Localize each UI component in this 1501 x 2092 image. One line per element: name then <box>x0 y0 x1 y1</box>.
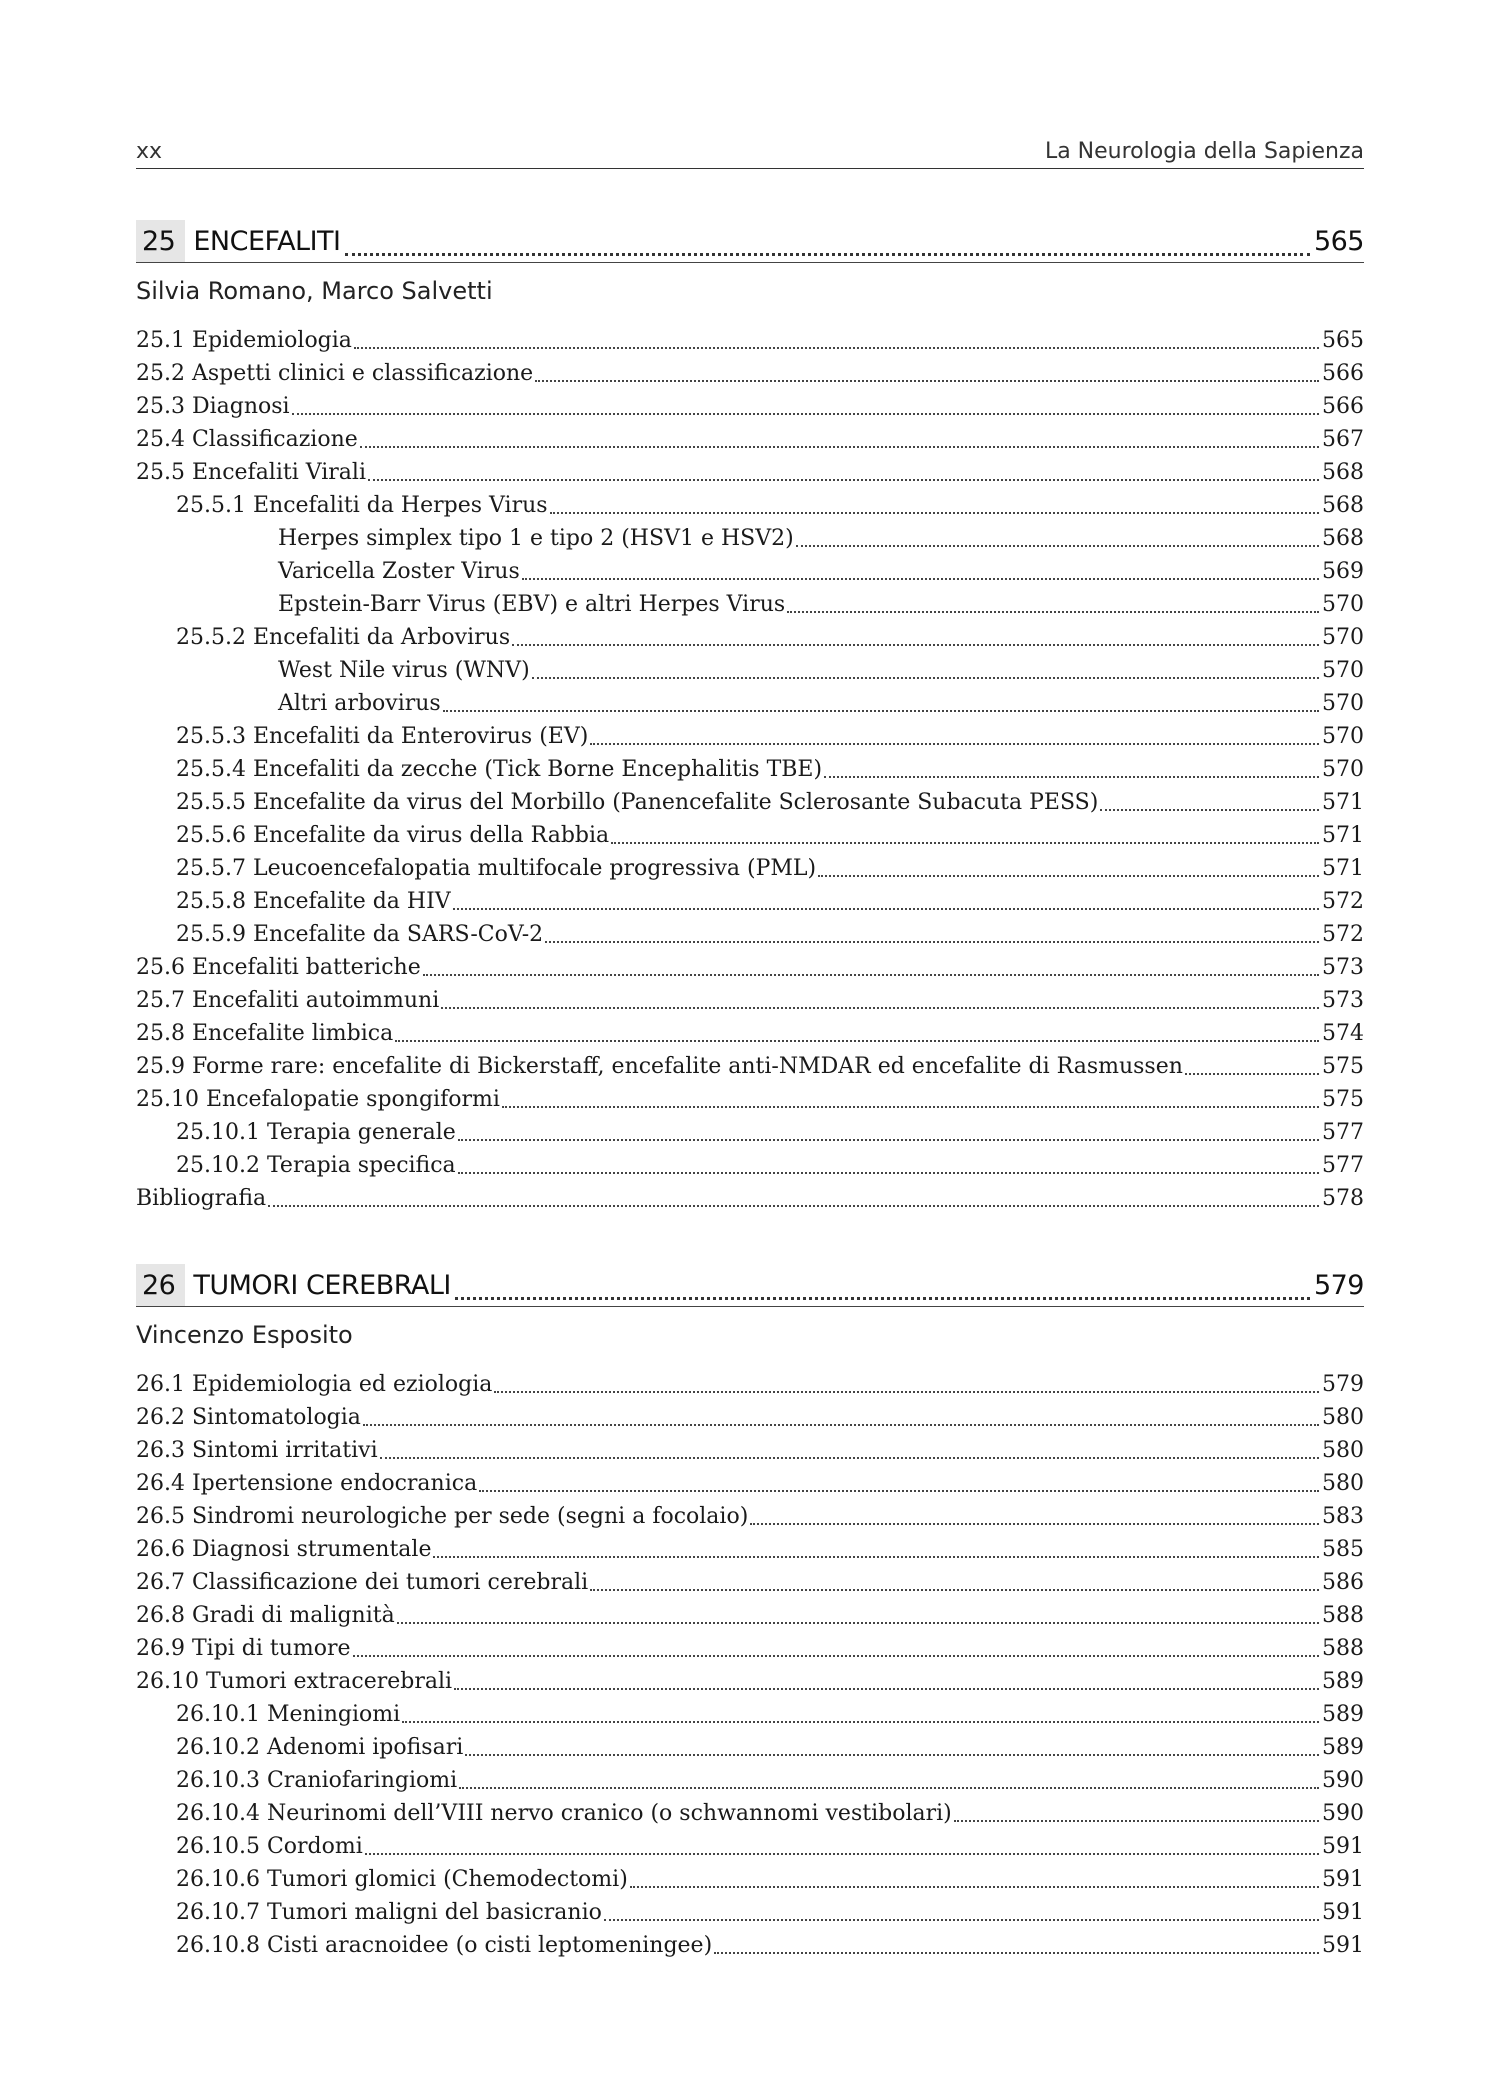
toc-entry-title: Bibliografia <box>136 1186 267 1211</box>
toc-entry[interactable] <box>136 488 1364 521</box>
toc-entry-title: 25.3 Diagnosi <box>136 394 290 419</box>
toc-entry-title: 26.6 Diagnosi strumentale <box>136 1537 432 1562</box>
dot-leader <box>502 1084 1319 1108</box>
toc-entry-title: 25.6 Encefaliti batteriche <box>136 955 421 980</box>
toc-entry-title: 25.5 Encefaliti Virali <box>136 460 366 485</box>
toc-entry[interactable] <box>136 1829 1364 1862</box>
toc-entry-page-number: 588 <box>1322 1636 1364 1661</box>
toc-entry-page-number: 589 <box>1322 1669 1364 1694</box>
dot-leader <box>550 490 1319 514</box>
dot-leader <box>796 523 1319 547</box>
toc-entry[interactable] <box>136 356 1364 389</box>
dot-leader <box>1185 1051 1319 1075</box>
dot-leader <box>354 325 1319 349</box>
toc-entry[interactable] <box>136 323 1364 356</box>
toc-entry[interactable] <box>136 719 1364 752</box>
toc-entry-title: 26.5 Sindromi neurologiche per sede (segni a focolaio) <box>136 1504 749 1529</box>
toc-entry-page-number: 590 <box>1322 1801 1364 1826</box>
toc-entry-title: 25.9 Forme rare: encefalite di Bickerstaff, encefalite anti-NMDAR ed encefalite di Rasmussen <box>136 1054 1183 1079</box>
toc-entry[interactable] <box>136 917 1364 950</box>
toc-entry-title: 26.1 Epidemiologia ed eziologia <box>136 1372 493 1397</box>
dot-leader <box>535 358 1319 382</box>
toc-entry[interactable] <box>136 1796 1364 1829</box>
toc-entry[interactable] <box>136 1862 1364 1895</box>
toc-entry[interactable] <box>136 1016 1364 1049</box>
toc-entry-title: 25.10.2 Terapia specifica <box>176 1153 456 1178</box>
toc-entry-page-number: 573 <box>1322 955 1364 980</box>
toc-entry-title: 26.3 Sintomi irritativi <box>136 1438 378 1463</box>
chapter-title: ENCEFALITI <box>193 226 341 257</box>
toc-entry-page-number: 586 <box>1322 1570 1364 1595</box>
toc-entry[interactable] <box>136 455 1364 488</box>
toc-entry[interactable] <box>136 884 1364 917</box>
toc-entry-title: 25.5.3 Encefaliti da Enterovirus (EV) <box>176 724 589 749</box>
toc-entry[interactable] <box>136 422 1364 455</box>
toc-entry-title: 26.10.8 Cisti aracnoidee (o cisti leptomeningee) <box>176 1933 713 1958</box>
chapter-heading[interactable] <box>136 1264 1364 1307</box>
toc-entry-page-number: 589 <box>1322 1735 1364 1760</box>
toc-entry-title: 26.10.5 Cordomi <box>176 1834 363 1859</box>
dot-leader <box>458 1117 1319 1141</box>
dot-leader <box>360 424 1319 448</box>
toc-entry-title: 25.5.4 Encefaliti da zecche (Tick Borne Encephalitis TBE) <box>176 757 823 782</box>
toc-entry-page-number: 575 <box>1322 1054 1364 1079</box>
chapter-section <box>136 220 1364 1214</box>
dot-leader <box>345 223 1310 256</box>
toc-entry[interactable] <box>136 1049 1364 1082</box>
toc-entry-title: 26.10.4 Neurinomi dell’VIII nervo cranico (o schwannomi vestibolari) <box>176 1801 952 1826</box>
toc-entry-title: 26.2 Sintomatologia <box>136 1405 361 1430</box>
toc-entry[interactable] <box>136 1763 1364 1796</box>
toc-entry[interactable] <box>136 1565 1364 1598</box>
toc-entry-page-number: 591 <box>1322 1900 1364 1925</box>
dot-leader <box>604 1897 1319 1921</box>
dot-leader <box>818 853 1319 877</box>
chapter-authors: Silvia Romano, Marco Salvetti <box>136 277 493 305</box>
toc-entry-page-number: 585 <box>1322 1537 1364 1562</box>
dot-leader <box>454 1666 1319 1690</box>
toc-entry-page-number: 578 <box>1322 1186 1364 1211</box>
dot-leader <box>630 1864 1319 1888</box>
toc-entry-title: 25.10.1 Terapia generale <box>176 1120 456 1145</box>
dot-leader <box>453 886 1319 910</box>
dot-leader <box>532 655 1319 679</box>
dot-leader <box>611 820 1319 844</box>
dot-leader <box>954 1798 1319 1822</box>
toc-entry-page-number: 568 <box>1322 526 1364 551</box>
toc-list <box>136 323 1364 1214</box>
dot-leader <box>787 589 1319 613</box>
toc-entry-page-number: 591 <box>1322 1834 1364 1859</box>
toc-entry[interactable] <box>136 686 1364 719</box>
chapter-heading[interactable] <box>136 220 1364 263</box>
toc-list <box>136 1367 1364 1961</box>
toc-entry[interactable] <box>136 1181 1364 1214</box>
dot-leader <box>397 1600 1319 1624</box>
toc-entry-page-number: 571 <box>1322 856 1364 881</box>
toc-entry[interactable] <box>136 1499 1364 1532</box>
dot-leader <box>292 391 1319 415</box>
toc-entry-title: 26.7 Classificazione dei tumori cerebrali <box>136 1570 589 1595</box>
toc-entry-page-number: 573 <box>1322 988 1364 1013</box>
dot-leader <box>522 556 1319 580</box>
toc-entry-title: 25.5.8 Encefalite da HIV <box>176 889 451 914</box>
toc-entry-page-number: 591 <box>1322 1867 1364 1892</box>
dot-leader <box>443 688 1319 712</box>
dot-leader <box>590 721 1319 745</box>
dot-leader <box>368 457 1319 481</box>
chapter-section <box>136 1264 1364 1961</box>
chapter-number: 25 <box>136 220 185 262</box>
toc-entry-title: Altri arbovirus <box>278 691 441 716</box>
chapter-title: TUMORI CEREBRALI <box>193 1270 451 1301</box>
toc-entry-page-number: 568 <box>1322 493 1364 518</box>
dot-leader <box>423 952 1319 976</box>
dot-leader <box>459 1765 1319 1789</box>
toc-entry-title: 26.10.6 Tumori glomici (Chemodectomi) <box>176 1867 628 1892</box>
dot-leader <box>441 985 1319 1009</box>
book-title: La Neurologia della Sapienza <box>1044 139 1364 164</box>
toc-entry[interactable] <box>136 1433 1364 1466</box>
dot-leader <box>824 754 1319 778</box>
toc-entry-title: West Nile virus (WNV) <box>278 658 530 683</box>
toc-entry[interactable] <box>136 1148 1364 1181</box>
dot-leader <box>365 1831 1319 1855</box>
dot-leader <box>465 1732 1319 1756</box>
dot-leader <box>433 1534 1319 1558</box>
toc-entry[interactable] <box>136 1082 1364 1115</box>
toc-entry[interactable] <box>136 1598 1364 1631</box>
toc-entry[interactable] <box>136 587 1364 620</box>
toc-entry[interactable] <box>136 1664 1364 1697</box>
dot-leader <box>545 919 1319 943</box>
toc-entry-page-number: 579 <box>1322 1372 1364 1397</box>
toc-entry-page-number: 590 <box>1322 1768 1364 1793</box>
toc-entry[interactable] <box>136 1631 1364 1664</box>
toc-entry-title: 25.10 Encefalopatie spongiformi <box>136 1087 500 1112</box>
toc-entry-page-number: 583 <box>1322 1504 1364 1529</box>
toc-entry-page-number: 589 <box>1322 1702 1364 1727</box>
toc-entry-title: 26.10.1 Meningiomi <box>176 1702 401 1727</box>
toc-entry[interactable] <box>136 1532 1364 1565</box>
dot-leader <box>512 622 1319 646</box>
toc-entry[interactable] <box>136 1466 1364 1499</box>
chapter-authors: Vincenzo Esposito <box>136 1321 353 1349</box>
toc-entry-page-number: 580 <box>1322 1405 1364 1430</box>
toc-entry-page-number: 570 <box>1322 625 1364 650</box>
toc-entry-title: 25.2 Aspetti clinici e classificazione <box>136 361 534 386</box>
toc-entry-page-number: 569 <box>1322 559 1364 584</box>
toc-entry[interactable] <box>136 389 1364 422</box>
toc-entry[interactable] <box>136 1928 1364 1961</box>
toc-entry-page-number: 591 <box>1322 1933 1364 1958</box>
dot-leader <box>479 1468 1319 1492</box>
toc-entry[interactable] <box>136 1730 1364 1763</box>
dot-leader <box>494 1369 1319 1393</box>
toc-entry-title: 25.5.5 Encefalite da virus del Morbillo (Panencefalite Sclerosante Subacuta PESS) <box>176 790 1099 815</box>
toc-entry-page-number: 567 <box>1322 427 1364 452</box>
dot-leader <box>455 1267 1310 1300</box>
toc-entry[interactable] <box>136 785 1364 818</box>
dot-leader <box>395 1018 1319 1042</box>
toc-entry-page-number: 570 <box>1322 658 1364 683</box>
toc-entry-page-number: 572 <box>1322 889 1364 914</box>
toc-entry-page-number: 580 <box>1322 1471 1364 1496</box>
toc-entry-title: 25.7 Encefaliti autoimmuni <box>136 988 440 1013</box>
toc-entry-page-number: 577 <box>1322 1120 1364 1145</box>
toc-entry-page-number: 570 <box>1322 757 1364 782</box>
toc-entry-title: 25.5.2 Encefaliti da Arbovirus <box>176 625 511 650</box>
toc-entry[interactable] <box>136 1367 1364 1400</box>
toc-entry-title: Herpes simplex tipo 1 e tipo 2 (HSV1 e HSV2) <box>278 526 794 551</box>
toc-entry-title: 25.5.7 Leucoencefalopatia multifocale progressiva (PML) <box>176 856 817 881</box>
toc-entry-title: Varicella Zoster Virus <box>278 559 520 584</box>
dot-leader <box>1100 787 1319 811</box>
chapter-page-number: 565 <box>1313 226 1364 257</box>
dot-leader <box>380 1435 1319 1459</box>
page-folio: xx <box>136 139 163 164</box>
dot-leader <box>750 1501 1319 1525</box>
toc-entry-page-number: 566 <box>1322 394 1364 419</box>
toc-entry-title: 26.8 Gradi di malignità <box>136 1603 395 1628</box>
toc-entry-title: 26.9 Tipi di tumore <box>136 1636 351 1661</box>
toc-entry-page-number: 570 <box>1322 691 1364 716</box>
toc-entry[interactable] <box>136 1895 1364 1928</box>
toc-entry-page-number: 571 <box>1322 790 1364 815</box>
toc-entry[interactable] <box>136 950 1364 983</box>
toc-entry-title: 26.10.3 Craniofaringiomi <box>176 1768 458 1793</box>
toc-entry-page-number: 572 <box>1322 922 1364 947</box>
toc-entry-title: 26.10.7 Tumori maligni del basicranio <box>176 1900 602 1925</box>
toc-entry[interactable] <box>136 752 1364 785</box>
toc-entry[interactable] <box>136 1697 1364 1730</box>
toc-entry-page-number: 566 <box>1322 361 1364 386</box>
toc-entry[interactable] <box>136 653 1364 686</box>
toc-entry-title: 26.4 Ipertensione endocranica <box>136 1471 478 1496</box>
dot-leader <box>714 1930 1319 1954</box>
dot-leader <box>402 1699 1319 1723</box>
toc-entry-title: 25.1 Epidemiologia <box>136 328 352 353</box>
toc-entry-page-number: 577 <box>1322 1153 1364 1178</box>
toc-entry-page-number: 568 <box>1322 460 1364 485</box>
toc-entry-page-number: 574 <box>1322 1021 1364 1046</box>
toc-entry[interactable] <box>136 851 1364 884</box>
toc-entry[interactable] <box>136 554 1364 587</box>
dot-leader <box>458 1150 1319 1174</box>
toc-entry-page-number: 588 <box>1322 1603 1364 1628</box>
toc-entry[interactable] <box>136 983 1364 1016</box>
dot-leader <box>353 1633 1319 1657</box>
toc-entry-title: 25.8 Encefalite limbica <box>136 1021 394 1046</box>
toc-entry[interactable] <box>136 620 1364 653</box>
toc-entry-title: 25.5.6 Encefalite da virus della Rabbia <box>176 823 610 848</box>
toc-entry-page-number: 580 <box>1322 1438 1364 1463</box>
dot-leader <box>363 1402 1319 1426</box>
running-header <box>136 132 1364 169</box>
toc-entry-title: 25.5.9 Encefalite da SARS-CoV-2 <box>176 922 544 947</box>
toc-entry[interactable] <box>136 818 1364 851</box>
dot-leader <box>268 1183 1319 1207</box>
toc-entry[interactable] <box>136 521 1364 554</box>
chapter-page-number: 579 <box>1313 1270 1364 1301</box>
toc-entry-page-number: 570 <box>1322 724 1364 749</box>
toc-entry-page-number: 565 <box>1322 328 1364 353</box>
toc-entry-page-number: 571 <box>1322 823 1364 848</box>
toc-entry-title: 26.10 Tumori extracerebrali <box>136 1669 453 1694</box>
toc-entry-title: 26.10.2 Adenomi ipofisari <box>176 1735 464 1760</box>
chapter-number: 26 <box>136 1264 185 1306</box>
toc-entry-title: 25.5.1 Encefaliti da Herpes Virus <box>176 493 548 518</box>
toc-entry[interactable] <box>136 1400 1364 1433</box>
toc-entry-page-number: 575 <box>1322 1087 1364 1112</box>
toc-entry[interactable] <box>136 1115 1364 1148</box>
toc-entry-page-number: 570 <box>1322 592 1364 617</box>
toc-entry-title: 25.4 Classificazione <box>136 427 358 452</box>
dot-leader <box>590 1567 1319 1591</box>
toc-entry-title: Epstein-Barr Virus (EBV) e altri Herpes Virus <box>278 592 786 617</box>
